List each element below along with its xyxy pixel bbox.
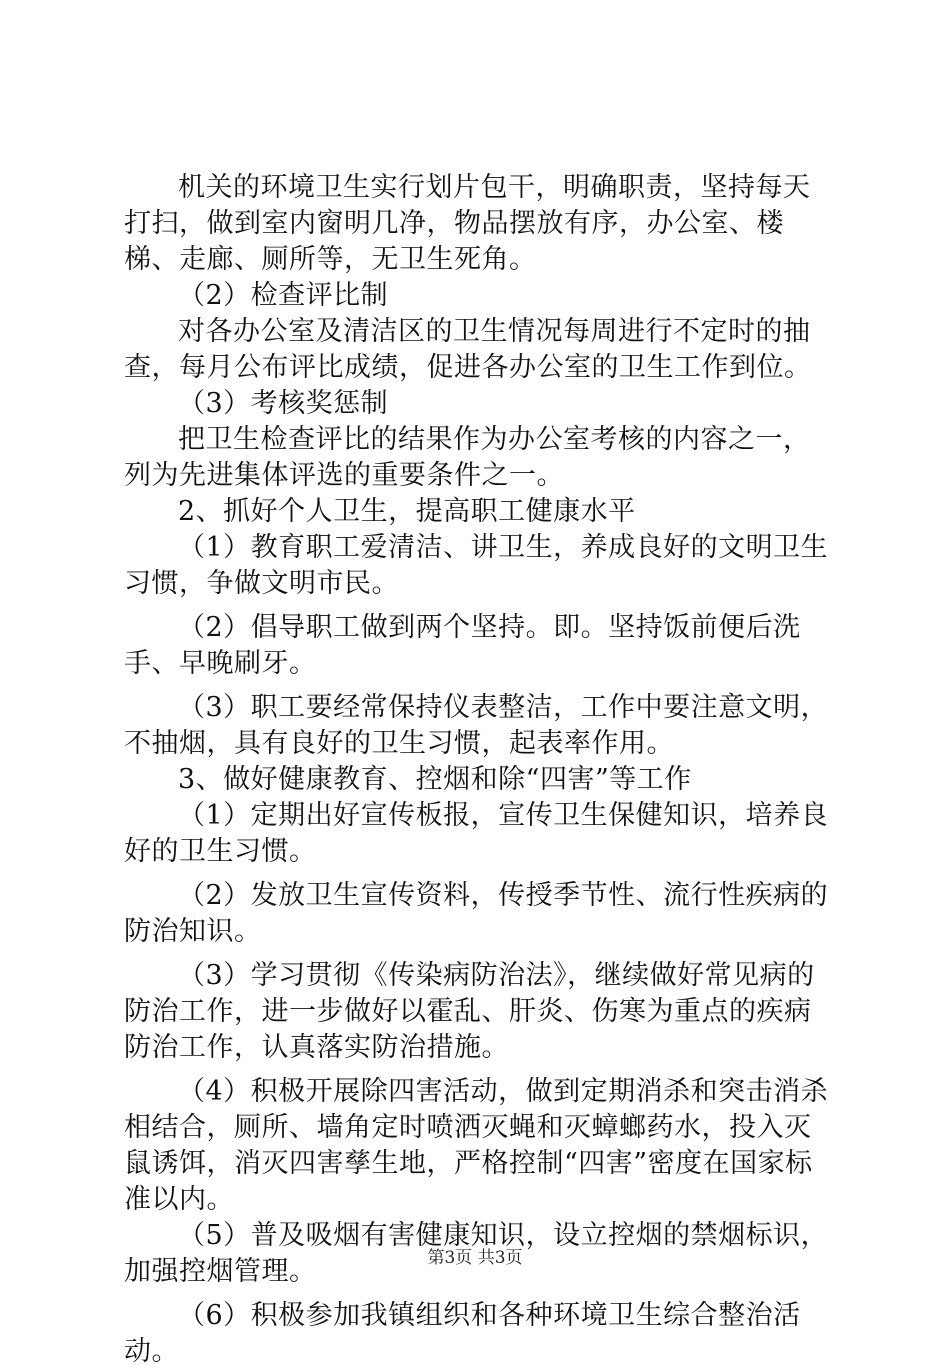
heading-inspection: （2）检查评比制 — [178, 280, 389, 311]
document-body — [124, 170, 836, 1370]
paragraph-health-5: （5）普及吸烟有害健康知识，设立控烟的禁烟标识，加强控烟管理。 — [124, 1220, 829, 1287]
paragraph-assessment: 把卫生检查评比的结果作为办公室考核的内容之一，列为先进集体评选的重要条件之一。 — [124, 424, 811, 491]
paragraph-health-1: （1）定期出好宣传板报，宣传卫生保健知识，培养良好的卫生习惯。 — [124, 800, 829, 867]
paragraph-health-4: （4）积极开展除四害活动，做到定期消杀和突击消杀相结合，厕所、墙角定时喷洒灭蝇和灭蟑螂药水，投入灭鼠诱饵，消灭四害孳生地，严格控制“四害”密度在国家标准以内。 — [124, 1076, 829, 1215]
paragraph-inspection: 对各办公室及清洁区的卫生情况每周进行不定时的抽查，每月公布评比成绩，促进各办公室的卫生工作到位。 — [124, 316, 812, 383]
page-number-footer: 第3页 共3页 — [427, 1248, 523, 1268]
paragraph-personal-3: （3）职工要经常保持仪表整洁，工作中要注意文明，不抽烟，具有良好的卫生习惯，起表率作用。 — [124, 692, 829, 759]
paragraph-personal-2: （2）倡导职工做到两个坚持。即。坚持饭前便后洗手、早晚刷牙。 — [124, 612, 801, 679]
heading-assessment: （3）考核奖惩制 — [178, 388, 389, 419]
paragraph-health-3: （3）学习贯彻《传染病防治法》，继续做好常见病的防治工作，进一步做好以霍乱、肝炎、伤寒为重点的疾病防治工作，认真落实防治措施。 — [124, 960, 815, 1063]
heading-personal-hygiene: 2、抓好个人卫生，提高职工健康水平 — [178, 496, 636, 527]
heading-health-education: 3、做好健康教育、控烟和除“四害”等工作 — [178, 764, 692, 795]
paragraph-health-6: （6）积极参加我镇组织和各种环境卫生综合整治活动。 — [124, 1300, 801, 1367]
paragraph-personal-1: （1）教育职工爱清洁、讲卫生，养成良好的文明卫生习惯，争做文明市民。 — [124, 532, 829, 599]
paragraph-health-2: （2）发放卫生宣传资料，传授季节性、流行性疾病的防治知识。 — [124, 880, 829, 947]
paragraph-responsibility: 机关的环境卫生实行划片包干，明确职责，坚持每天打扫，做到室内窗明几净，物品摆放有序，办公室、楼梯、走廊、厕所等，无卫生死角。 — [124, 172, 811, 275]
